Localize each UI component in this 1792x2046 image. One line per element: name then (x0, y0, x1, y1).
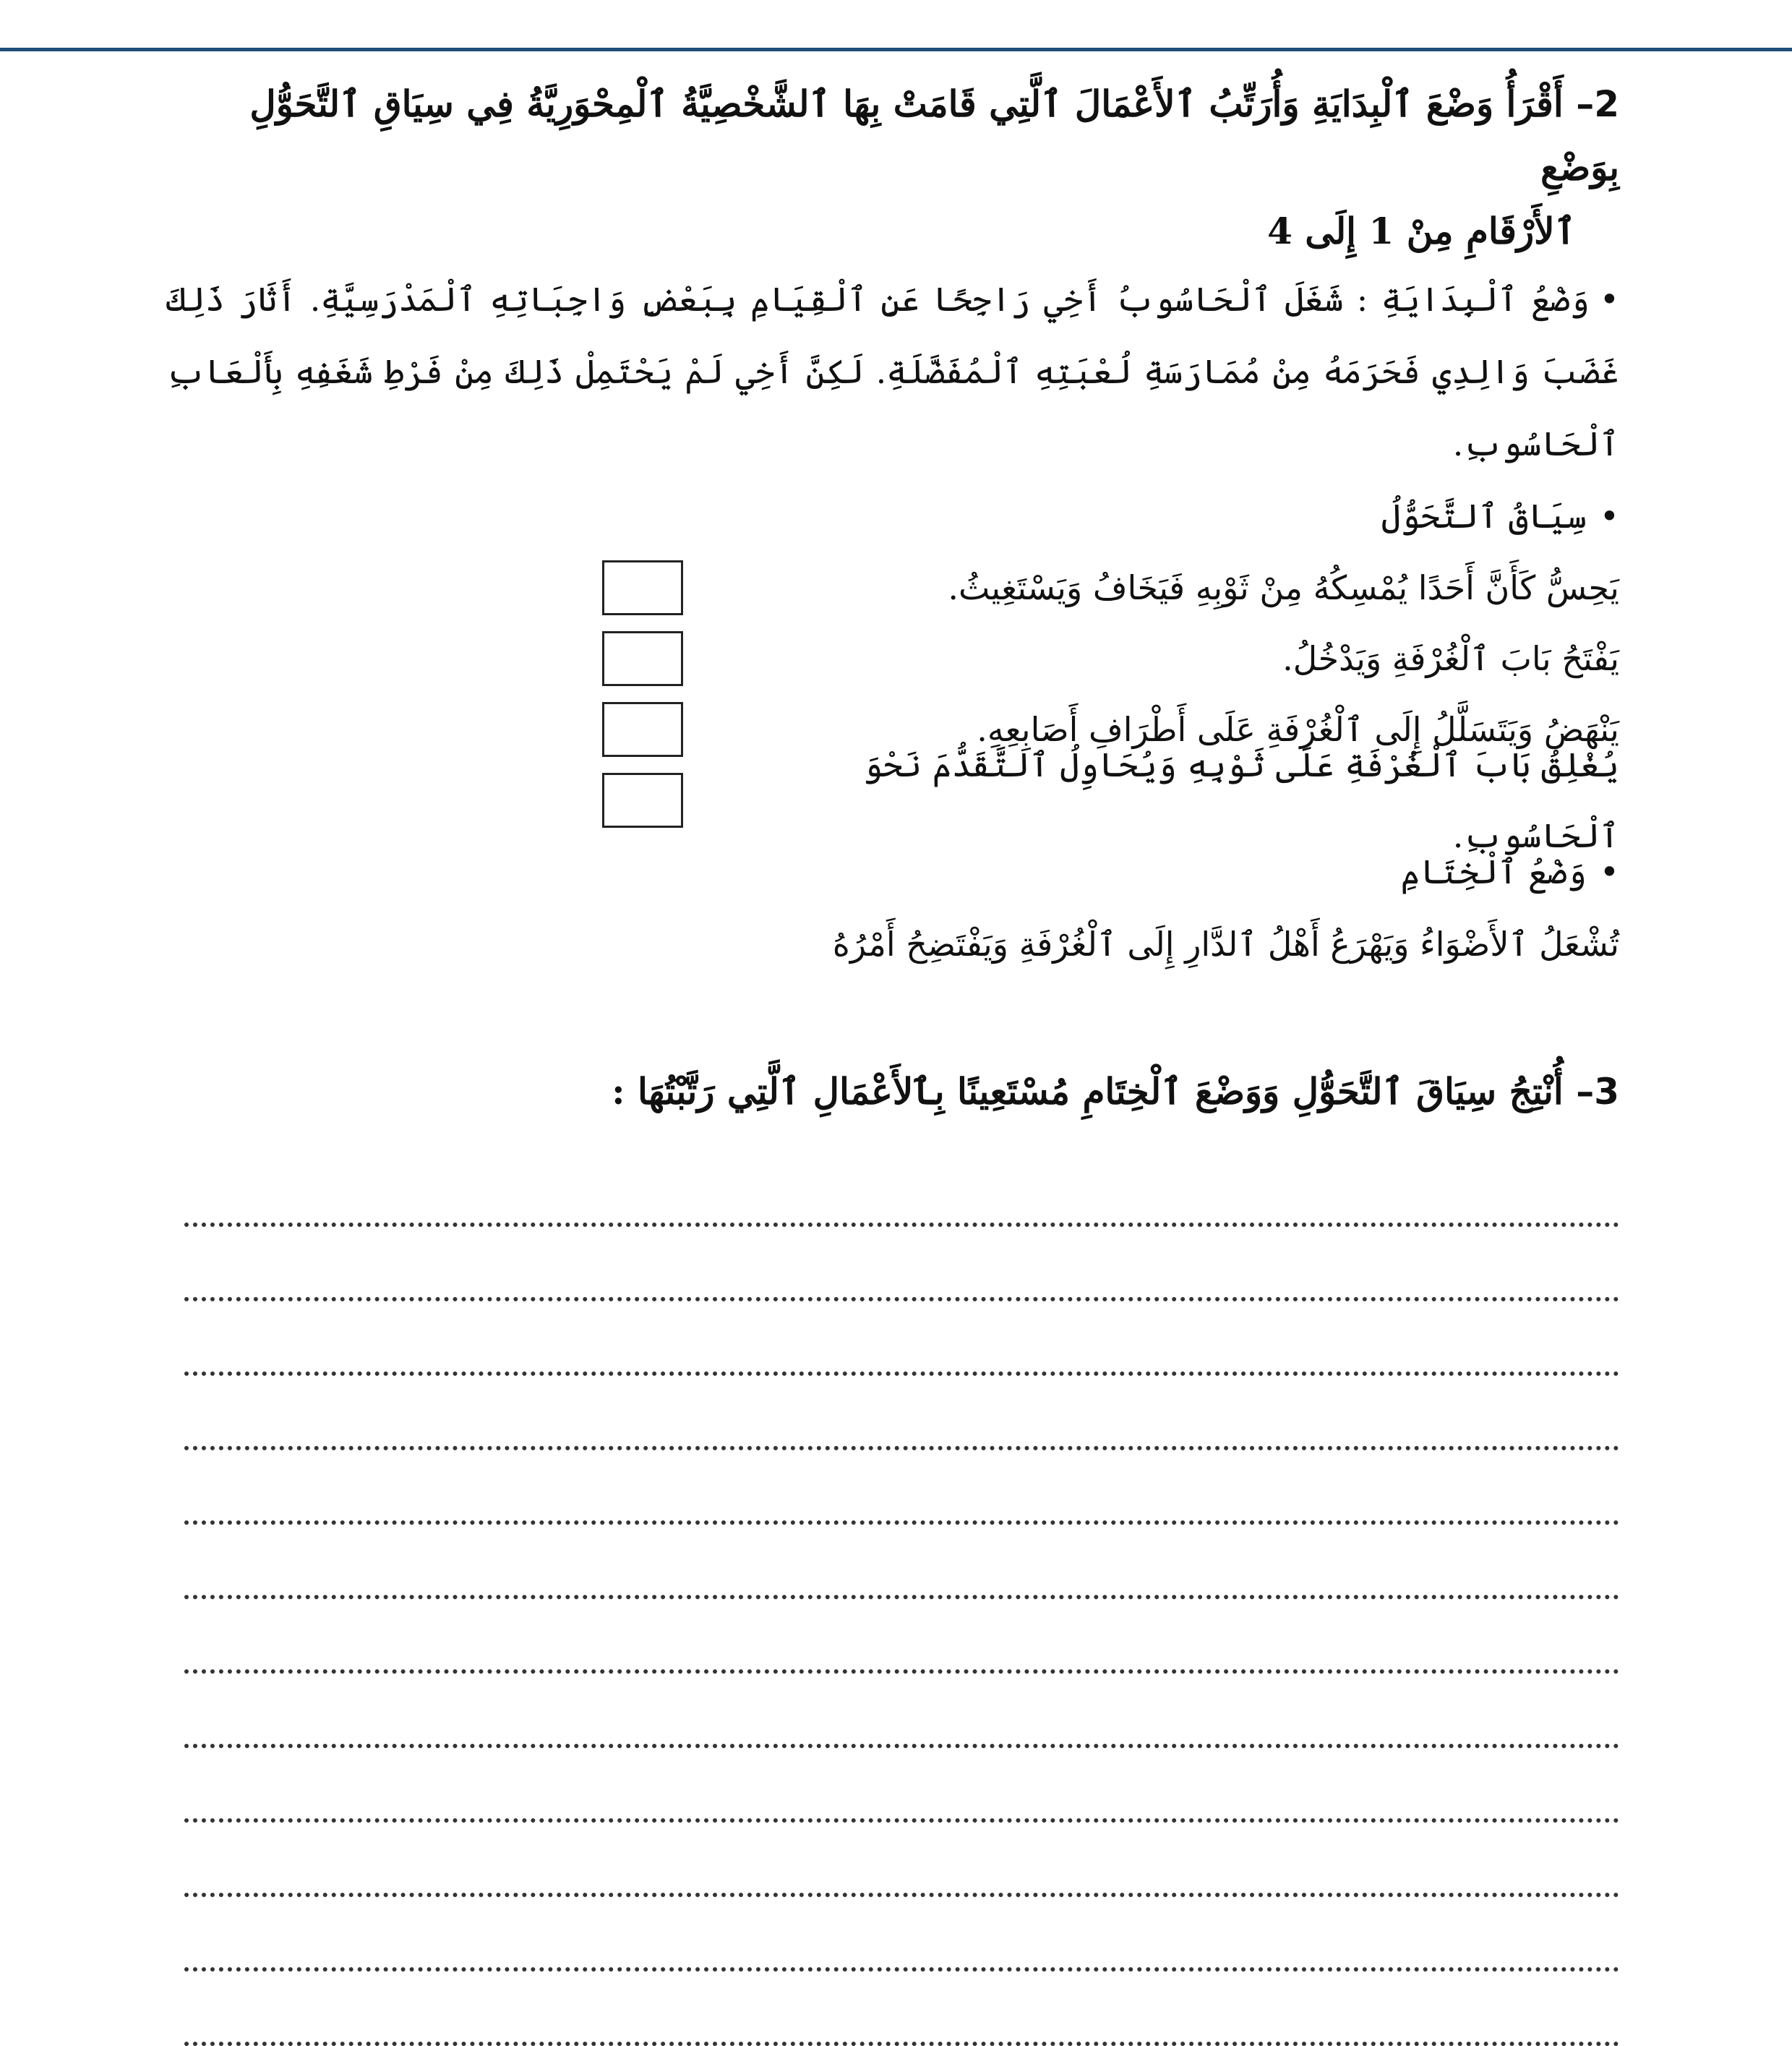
transition-events (166, 552, 1619, 855)
bullet-icon: • (1599, 852, 1619, 891)
answer-line[interactable] (184, 1376, 1619, 1450)
answer-line[interactable] (184, 1152, 1619, 1227)
event-text: يَنْهَضُ وَيَتَسَلَّلُ إِلَى ٱلْغُرْفَةِ عَلَى أَطْرَافِ أَصَابِعِهِ. (977, 710, 1619, 749)
event-text: يَفْتَحُ بَابَ ٱلْغُرْفَةِ وَيَدْخُلُ. (1282, 639, 1619, 678)
answer-line[interactable] (184, 1897, 1619, 1972)
question-3-number: 3– (1576, 1071, 1619, 1113)
start-section (166, 263, 1619, 480)
bullet-icon: • (1599, 280, 1619, 319)
event-text: يُغْلِقُ بَابَ ٱلْغُرْفَةِ عَلَى ثَوْبِهِ وَيُحَاوِلُ ٱلتَّقَدُّمَ نَحْوَ ٱلْحَاسُوبِ. (863, 745, 1619, 855)
question-3-title (166, 1060, 1619, 1123)
answer-line[interactable] (184, 1227, 1619, 1301)
transition-section-label: سِيَاقُ ٱلتَّحَوُّلُ (1381, 497, 1587, 536)
answer-area (166, 1152, 1619, 2046)
start-section-label: وَضْعُ ٱلْبِدَايَةِ : (1356, 280, 1590, 319)
end-section-text: تُشْعَلُ ٱلأَضْوَاءُ وَيَهْرَعُ أَهْلُ ٱلدَّارِ إِلَى ٱلْغُرْفَةِ وَيَفْتَضِحُ أَمْرُهُ (832, 925, 1619, 964)
answer-line[interactable] (184, 1972, 1619, 2046)
order-number-box[interactable] (602, 631, 683, 686)
event-row (166, 552, 1619, 623)
question-2-line2-wrap (166, 200, 1619, 263)
answer-line[interactable] (184, 1301, 1619, 1376)
answer-line[interactable] (184, 1450, 1619, 1525)
answer-line[interactable] (184, 1674, 1619, 1748)
start-section-text: شَغَلَ ٱلْحَاسُوبُ أَخِي رَاجِحًا عَنِ ٱلْقِيَامِ بِبَعْضِ وَاجِبَاتِهِ ٱلْمَدْرَسِيَّةِ. أَثَارَ ذَلِكَ غَضَبَ وَالِدِي فَحَرَمَهُ مِنْ مُمَارَسَةِ لُعْبَتِهِ ٱلْمُفَضَّلَةِ. لَكِنَّ أَخِي لَمْ يَحْتَمِلْ ذَلِكَ مِنْ فَرْطِ شَغَفِهِ بِأَلْعَابِ ٱلْحَاسُوبِ. (166, 280, 1619, 463)
bullet-icon: • (1599, 497, 1619, 536)
event-row (166, 623, 1619, 694)
end-section-label: وَضْعُ ٱلْخِتَامِ (1400, 852, 1587, 891)
order-number-box[interactable] (602, 702, 683, 757)
question-2-title (166, 72, 1619, 200)
top-border-line (0, 48, 1792, 51)
worksheet (166, 72, 1619, 1981)
answer-line[interactable] (184, 1525, 1619, 1599)
order-number-box[interactable] (602, 560, 683, 615)
event-row (166, 745, 1619, 855)
answer-line[interactable] (184, 1823, 1619, 1897)
question-2-line2: ٱلأَرْقَامِ مِنْ 1 إِلَى 4 (1267, 210, 1576, 252)
question-2-line1: أَقْرَأُ وَضْعَ ٱلْبِدَايَةِ وَأُرَتِّبُ ٱلأَعْمَالَ ٱلَّتِي قَامَتْ بِهَا ٱلشَّخْصِيَّةُ ٱلْمِحْوَرِيَّةُ فِي سِيَاقِ ٱلتَّحَوُّلِ بِوَضْعِ (249, 82, 1619, 189)
answer-line[interactable] (184, 1599, 1619, 1674)
order-number-box[interactable] (602, 773, 683, 828)
transition-section-heading (166, 480, 1619, 552)
question-3-text: أُنْتِجُ سِيَاقَ ٱلتَّحَوُّلِ وَوَضْعَ ٱلْخِتَامِ مُسْتَعِينًا بِٱلأَعْمَالِ ٱلَّتِي رَتَّبْتُهَا : (612, 1070, 1564, 1113)
spacer (166, 980, 1619, 1060)
question-2-number: 2– (1576, 83, 1619, 125)
answer-line[interactable] (184, 1748, 1619, 1823)
event-text: يَحِسُّ كَأَنَّ أَحَدًا يُمْسِكُهُ مِنْ ثَوْبِهِ فَيَخَافُ وَيَسْتَغِيثُ. (948, 568, 1619, 607)
